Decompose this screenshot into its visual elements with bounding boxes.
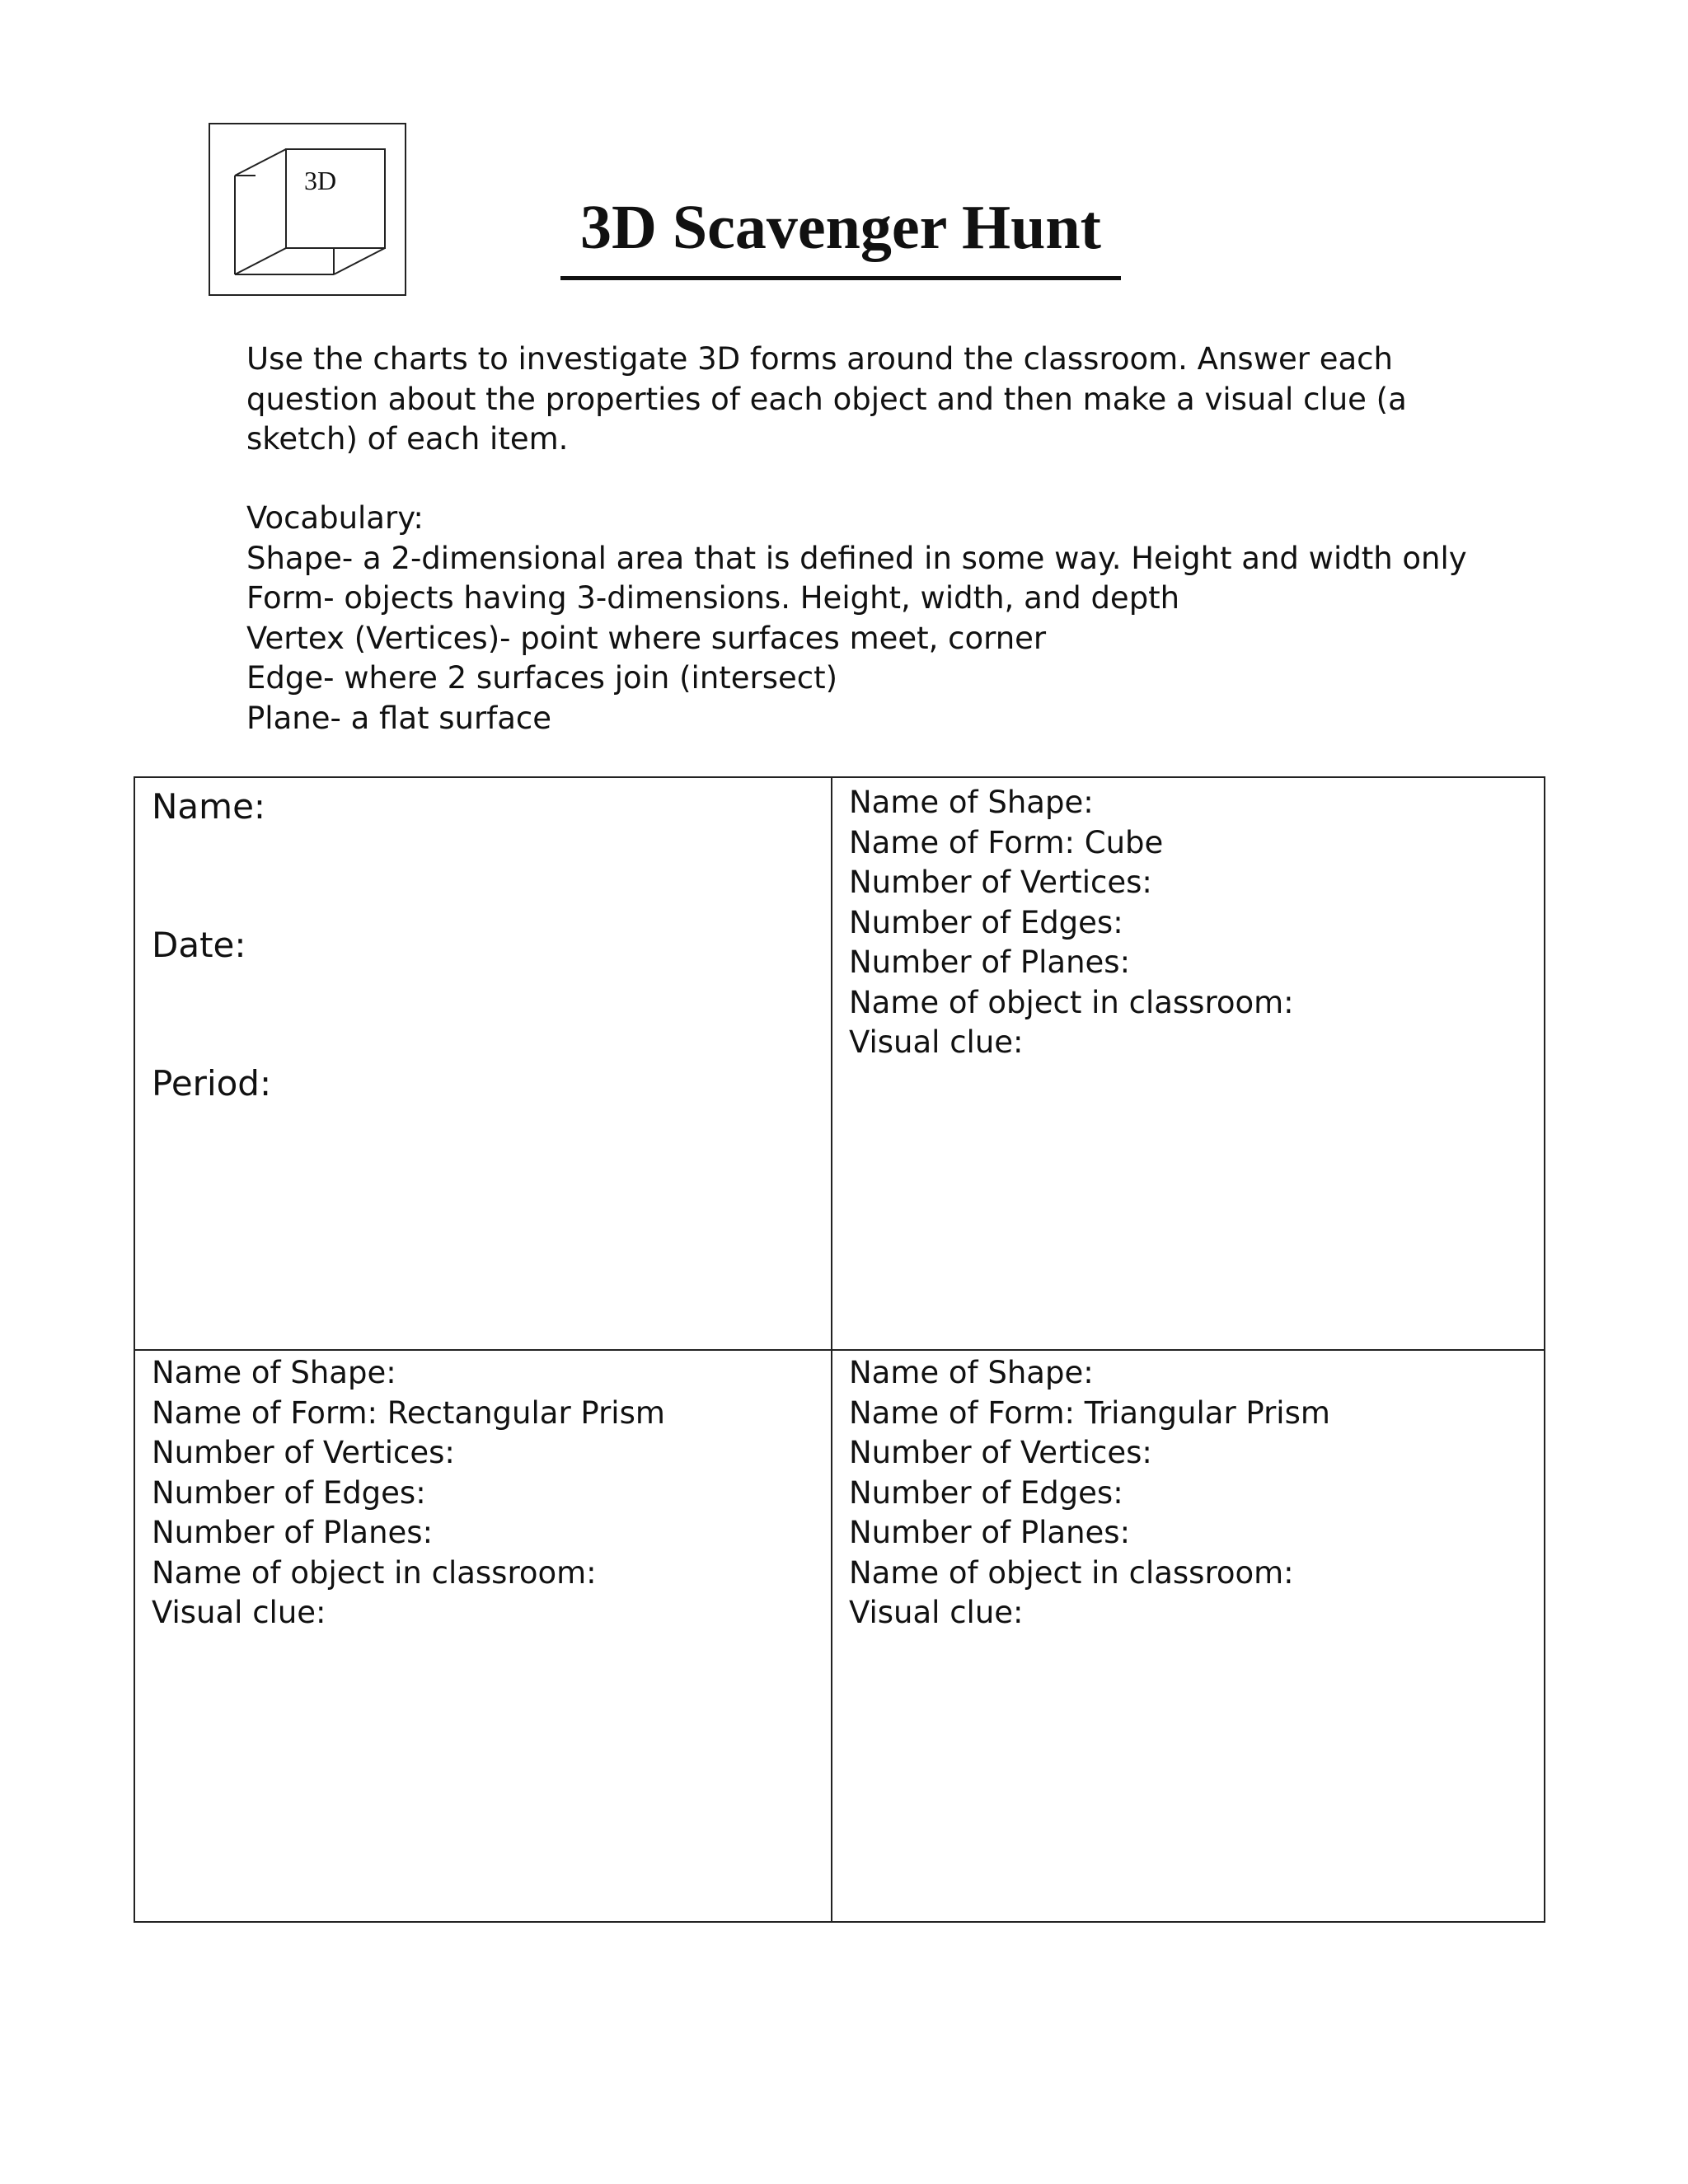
card-line: Number of Vertices: <box>152 1435 455 1470</box>
vocab-edge: Edge- where 2 surfaces join (intersect) <box>246 660 838 696</box>
card-line: Name of Shape: <box>152 1355 396 1390</box>
worksheet-grid <box>134 776 1545 1923</box>
logo-3d-cube <box>209 123 406 296</box>
card-line: Name of object in classroom: <box>152 1554 597 1591</box>
grid-divider-horizontal <box>135 1349 1544 1351</box>
card-line: Name of object in classroom: <box>849 1554 1294 1591</box>
card-line: Name of Form: Rectangular Prism <box>152 1394 665 1431</box>
card-rectangular-prism[interactable] <box>152 1353 665 1633</box>
card-cube[interactable] <box>849 783 1294 1063</box>
card-triangular-prism[interactable] <box>849 1353 1330 1633</box>
instructions: Use the charts to investigate 3D forms around the classroom. Answer each question about the properties of each object and then make a visual clue (a sketch) of each item. <box>246 341 1407 457</box>
card-line: Visual clue: <box>849 1595 1024 1630</box>
card-line: Visual clue: <box>849 1024 1024 1060</box>
card-line: Name of Shape: <box>849 785 1094 820</box>
card-line: Number of Planes: <box>849 1515 1131 1550</box>
vocab-shape: Shape- a 2-dimensional area that is defined in some way. Height and width only <box>246 540 1467 576</box>
date-label: Date: <box>152 925 246 965</box>
vocabulary-heading: Vocabulary: <box>246 500 424 536</box>
name-label: Name: <box>152 786 266 827</box>
cube-icon <box>210 124 408 298</box>
vocab-form: Form- objects having 3-dimensions. Height, width, and depth <box>246 580 1180 616</box>
card-line: Number of Vertices: <box>849 1435 1152 1470</box>
logo-text: 3D <box>304 166 337 195</box>
title-underline <box>560 276 1121 280</box>
card-line: Number of Edges: <box>849 904 1123 940</box>
period-label: Period: <box>152 1063 272 1104</box>
card-line: Number of Planes: <box>152 1515 434 1550</box>
vocab-plane: Plane- a flat surface <box>246 700 552 736</box>
vocab-vertex: Vertex (Vertices)- point where surfaces meet, corner <box>246 620 1047 656</box>
page-title: 3D Scavenger Hunt <box>580 193 1101 262</box>
vocabulary-section <box>246 499 1483 738</box>
card-line: Name of Form: Triangular Prism <box>849 1394 1330 1431</box>
card-line: Number of Edges: <box>152 1474 426 1511</box>
card-line: Number of Vertices: <box>849 865 1152 900</box>
card-line: Visual clue: <box>152 1595 326 1630</box>
card-line: Name of Shape: <box>849 1355 1094 1390</box>
card-line: Name of object in classroom: <box>849 984 1294 1020</box>
card-line: Number of Edges: <box>849 1474 1123 1511</box>
card-line: Name of Form: Cube <box>849 824 1164 860</box>
card-line: Number of Planes: <box>849 944 1131 980</box>
